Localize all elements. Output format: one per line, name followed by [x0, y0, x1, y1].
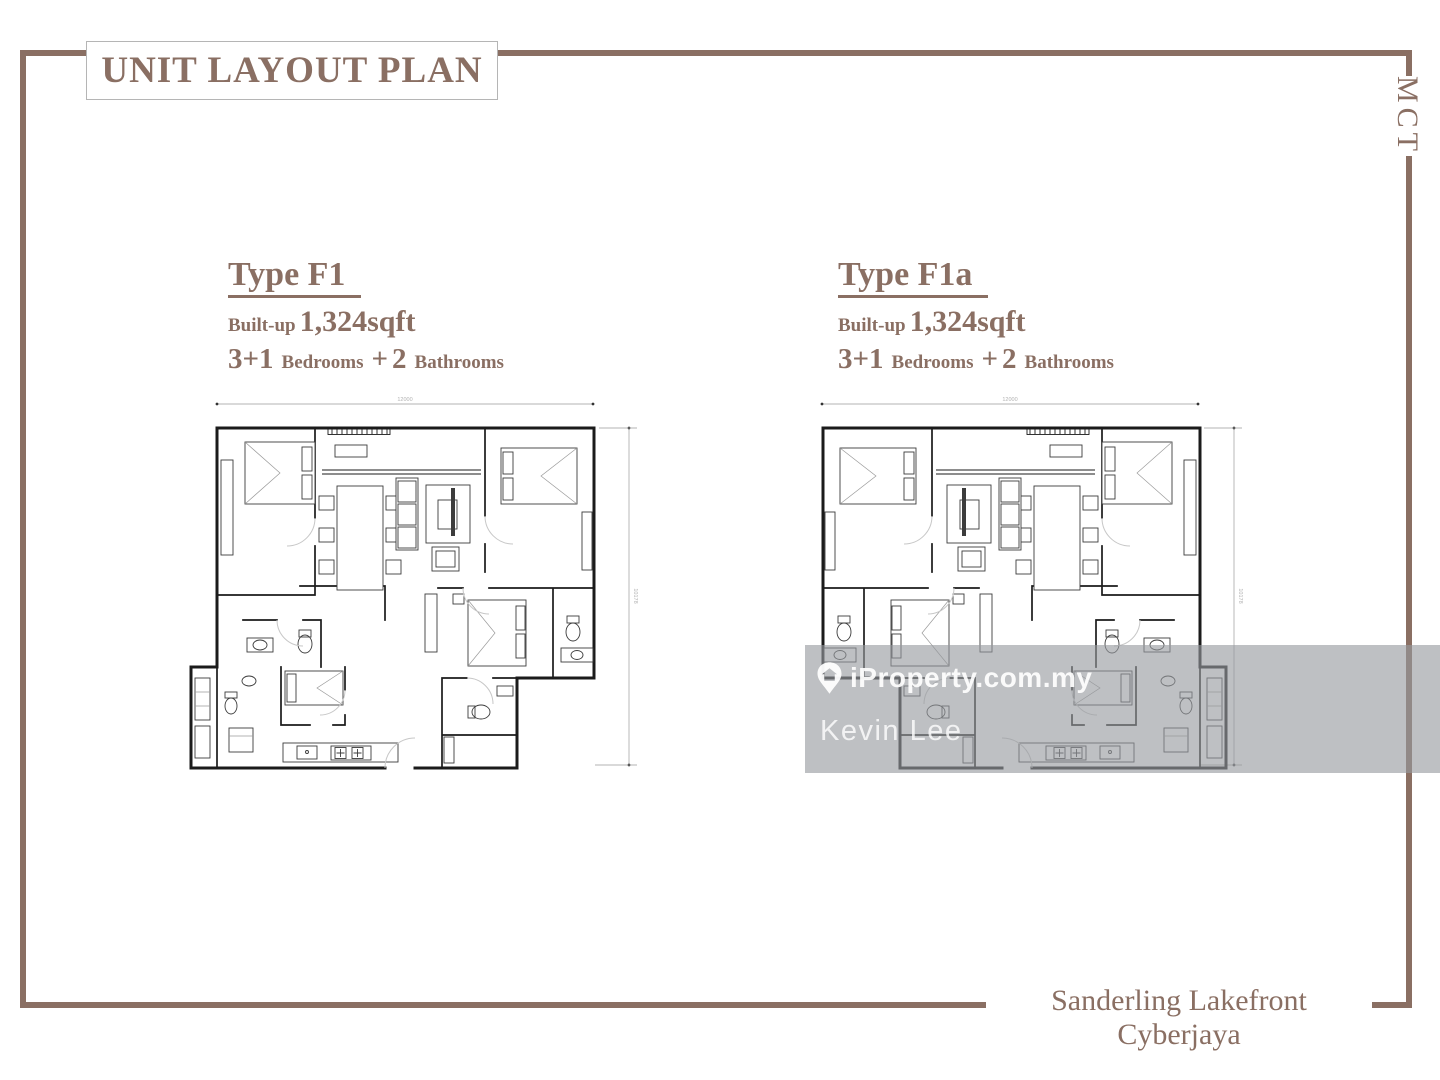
frame-border-right-upper	[1406, 50, 1412, 76]
project-name: Sanderling Lakefront Cyberjaya	[1051, 984, 1307, 1051]
watermark-portal: iProperty.com.my	[850, 662, 1093, 693]
unit-f1-builtup: Built-up 1,324sqft	[228, 305, 416, 338]
frame-border-bottom-right	[1372, 1002, 1412, 1008]
watermark-band	[805, 645, 1440, 773]
iproperty-pin-icon	[816, 661, 843, 695]
unit-f1a-heading	[838, 256, 1268, 376]
page-title: UNIT LAYOUT PLAN	[101, 50, 483, 91]
page-title-box	[86, 41, 498, 100]
watermark-agent: Kevin Lee	[820, 715, 963, 747]
unit-f1a-type: Type F1a	[838, 256, 1268, 298]
developer-brand: MCT	[1391, 76, 1424, 157]
frame-border-left	[20, 50, 26, 1008]
frame-border-bottom-left	[20, 1002, 986, 1008]
unit-f1-heading	[228, 256, 658, 376]
floorplan-f1	[185, 390, 655, 800]
frame-border-right-lower	[1406, 156, 1412, 1008]
unit-f1a-rooms: 3+1 Bedrooms + 2 Bathrooms	[838, 343, 1114, 375]
unit-f1-rooms: 3+1 Bedrooms + 2 Bathrooms	[228, 343, 504, 375]
unit-f1a-builtup: Built-up 1,324sqft	[838, 305, 1026, 338]
watermark-portal-row	[816, 661, 1092, 695]
unit-f1-type: Type F1	[228, 256, 658, 298]
